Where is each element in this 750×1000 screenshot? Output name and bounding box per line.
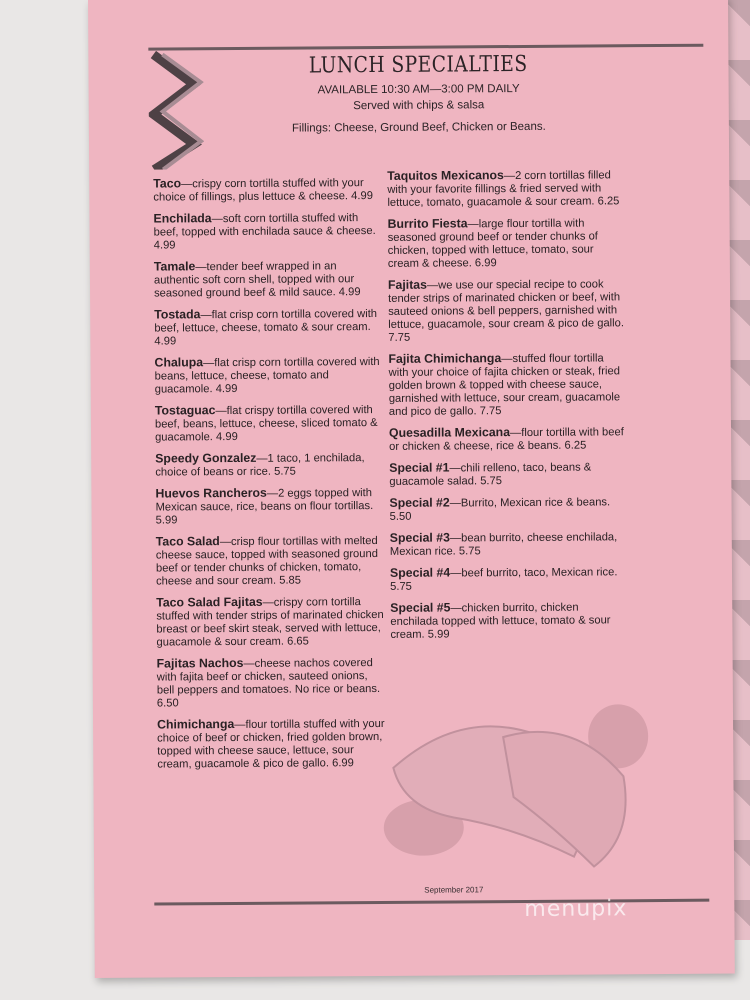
menu-item-price: 5.99 bbox=[155, 514, 178, 527]
menu-item bbox=[154, 259, 382, 301]
menu-item-price: 6.99 bbox=[474, 257, 497, 270]
page-title: LUNCH SPECIALTIES bbox=[308, 51, 528, 79]
menu-item bbox=[388, 277, 624, 345]
menu-item-price: 5.85 bbox=[279, 574, 302, 587]
served-with-text: Served with chips & salsa bbox=[353, 99, 485, 113]
menu-item-name: Taquitos Mexicanos bbox=[387, 168, 504, 183]
menu-item bbox=[388, 351, 624, 419]
menu-item-price: 4.99 bbox=[154, 335, 177, 348]
menu-item-name: Special #1 bbox=[389, 460, 450, 475]
menu-item bbox=[389, 495, 625, 524]
menu-item-price: 7.75 bbox=[479, 405, 502, 418]
menu-item-name: Taco bbox=[153, 176, 182, 191]
menu-item-price: 4.99 bbox=[338, 286, 361, 299]
menu-item bbox=[155, 486, 383, 528]
menu-item-desc: —crisp flour tortillas with melted cheese sauce, topped with seasoned ground beef or tender chunks of chicken, tomato, cheese and sour cream. bbox=[155, 534, 378, 588]
menu-item bbox=[387, 168, 623, 210]
menu-item-price: 5.99 bbox=[427, 628, 450, 641]
menu-item-name: Tostada bbox=[154, 307, 201, 322]
menu-item-price: 5.50 bbox=[389, 510, 412, 523]
menu-item-price: 6.50 bbox=[156, 697, 179, 710]
menu-item-name: Fajitas Nachos bbox=[156, 655, 244, 671]
menu-item-desc: —2 eggs topped with Mexican sauce, rice, beans on flour tortillas. bbox=[155, 487, 374, 514]
menu-column-left bbox=[153, 176, 385, 780]
menu-item bbox=[154, 355, 382, 397]
menu-item bbox=[157, 656, 385, 711]
menu-item-desc: —tender beef wrapped in an authentic soft corn shell, topped with our seasoned ground beef & mild sauce. bbox=[153, 260, 355, 300]
menu-item-desc: —crispy corn tortilla stuffed with your choice of fillings, plus lettuce & cheese. bbox=[153, 177, 364, 204]
menu-item-price: 7.75 bbox=[388, 331, 411, 344]
menu-item-price: 4.99 bbox=[153, 239, 176, 252]
menu-header bbox=[208, 51, 629, 135]
menu-page bbox=[88, 0, 735, 978]
menu-item-name: Tamale bbox=[153, 259, 196, 274]
menu-item bbox=[156, 534, 384, 589]
menu-item bbox=[155, 403, 383, 445]
menu-item-desc: —flat crispy tortilla covered with beef, beans, lettuce, cheese, sliced tomato & guacamole. bbox=[154, 404, 378, 444]
menu-item-name: Speedy Gonzalez bbox=[155, 450, 257, 466]
menu-item-desc: —large flour tortilla with seasoned ground beef or tender chunks of chicken, topped with lettuce, tomato, sour cream & cheese. bbox=[387, 217, 598, 270]
menu-item-desc: —we use our special recipe to cook tender strips of marinated chicken or beef, with sauteed onions & bell peppers, garnished with lettuce, guacamole, sour cream & pico de gallo. bbox=[388, 278, 624, 331]
menu-item-price: 5.75 bbox=[458, 545, 481, 558]
menu-item bbox=[154, 307, 382, 349]
menu-item bbox=[389, 425, 625, 454]
menu-item-price: 6.25 bbox=[597, 195, 620, 208]
menu-item bbox=[390, 600, 626, 642]
menu-item bbox=[157, 717, 385, 772]
menu-item-name: Special #4 bbox=[389, 565, 451, 580]
menu-item bbox=[156, 595, 384, 650]
print-date: September 2017 bbox=[424, 885, 484, 895]
menu-item-name: Huevos Rancheros bbox=[155, 485, 267, 501]
menu-item-price: 6.65 bbox=[287, 635, 309, 648]
menu-item-desc: —crispy corn tortilla stuffed with tender strips of marinated chicken breast or beef skirt steak, served with lettuce, guacamole & sour cream. bbox=[156, 596, 384, 649]
menu-item-name: Fajitas bbox=[387, 277, 428, 292]
menu-item-price: 6.25 bbox=[564, 439, 587, 452]
zigzag-decoration-icon bbox=[148, 49, 204, 169]
menu-item-price: 5.75 bbox=[274, 465, 296, 478]
menu-item-name: Special #3 bbox=[389, 530, 450, 545]
menu-item-desc: —flour tortilla stuffed with your choice of beef or chicken, fried golden brown, topped with cheese sauce, lettuce, sour cream, guacamole & pico de gallo. bbox=[157, 717, 385, 771]
menu-item-desc: —flat crisp corn tortilla covered with beans, lettuce, cheese, tomato and guacamole. bbox=[154, 355, 380, 396]
menu-item-price: 4.99 bbox=[215, 382, 238, 396]
menu-item-price: 4.99 bbox=[351, 190, 373, 203]
menu-item-name: Special #2 bbox=[389, 495, 450, 510]
menu-item-name: Burrito Fiesta bbox=[387, 216, 468, 231]
menu-item bbox=[390, 565, 626, 594]
menu-item-desc: —2 corn tortillas filled with your favorite fillings & fried served with lettuce, tomato, guacamole & sour cream. bbox=[387, 169, 611, 209]
menu-item-name: Chalupa bbox=[154, 355, 204, 370]
menu-item-name: Quesadilla Mexicana bbox=[388, 425, 511, 440]
menu-item-name: Enchilada bbox=[153, 211, 212, 226]
menu-item-desc: —cheese nachos covered with fajita beef or chicken, sauteed onions, bell peppers and tomatoes. No rice or beans. bbox=[156, 657, 381, 697]
menu-item bbox=[153, 211, 381, 253]
menu-item-price: 4.99 bbox=[215, 430, 238, 444]
menu-item-name: Fajita Chimichanga bbox=[388, 351, 502, 366]
menu-column-right bbox=[387, 168, 626, 650]
menu-item-desc: —beef burrito, taco, Mexican rice. bbox=[450, 566, 618, 580]
menu-item-name: Special #5 bbox=[390, 600, 451, 615]
watermark: menupix bbox=[524, 896, 628, 922]
menu-item bbox=[390, 530, 626, 559]
menu-item bbox=[153, 176, 381, 205]
fillings-text: Fillings: Cheese, Ground Beef, Chicken or Beans. bbox=[291, 120, 546, 135]
availability-text: AVAILABLE 10:30 AM—3:00 PM DAILY bbox=[317, 82, 520, 97]
menu-item-desc: —stuffed flour tortilla with your choice of fajita chicken or steak, fried golden brown & topped with cheese sauce, garnished with lettuce, sour cream, guacamole and pico de gallo. bbox=[388, 352, 621, 418]
menu-item-price: 5.75 bbox=[480, 475, 503, 488]
menu-item-name: Chimichanga bbox=[157, 716, 235, 732]
menu-item-desc: —soft corn tortilla stuffed with beef, topped with enchilada sauce & cheese. bbox=[153, 212, 376, 239]
menu-item-desc: —bean burrito, cheese enchilada, Mexican rice. bbox=[389, 531, 618, 558]
menu-item-desc: —flour tortilla with beef or chicken & cheese, rice & beans. bbox=[389, 426, 624, 453]
menu-item-desc: —flat crisp corn tortilla covered with beef, lettuce, cheese, tomato & sour cream. bbox=[154, 307, 378, 335]
menu-item bbox=[155, 451, 383, 480]
menu-item bbox=[388, 216, 624, 271]
menu-item bbox=[389, 460, 625, 489]
menu-item-price: 6.99 bbox=[332, 757, 354, 770]
menu-item-desc: —Burrito, Mexican rice & beans. bbox=[449, 496, 611, 510]
menu-item-name: Tostaguac bbox=[154, 403, 216, 418]
menu-item-name: Taco Salad Fajitas bbox=[156, 594, 263, 610]
menu-item-desc: —chili relleno, taco, beans & guacamole salad. bbox=[389, 461, 592, 488]
menu-item-name: Taco Salad bbox=[155, 534, 220, 549]
menu-item-desc: —chicken burrito, chicken enchilada topped with lettuce, tomato & sour cream. bbox=[390, 601, 611, 641]
food-illustration-icon bbox=[363, 676, 654, 878]
menu-item-desc: —1 taco, 1 enchilada, choice of beans or rice. bbox=[155, 452, 365, 479]
menu-item-price: 5.75 bbox=[390, 580, 412, 593]
